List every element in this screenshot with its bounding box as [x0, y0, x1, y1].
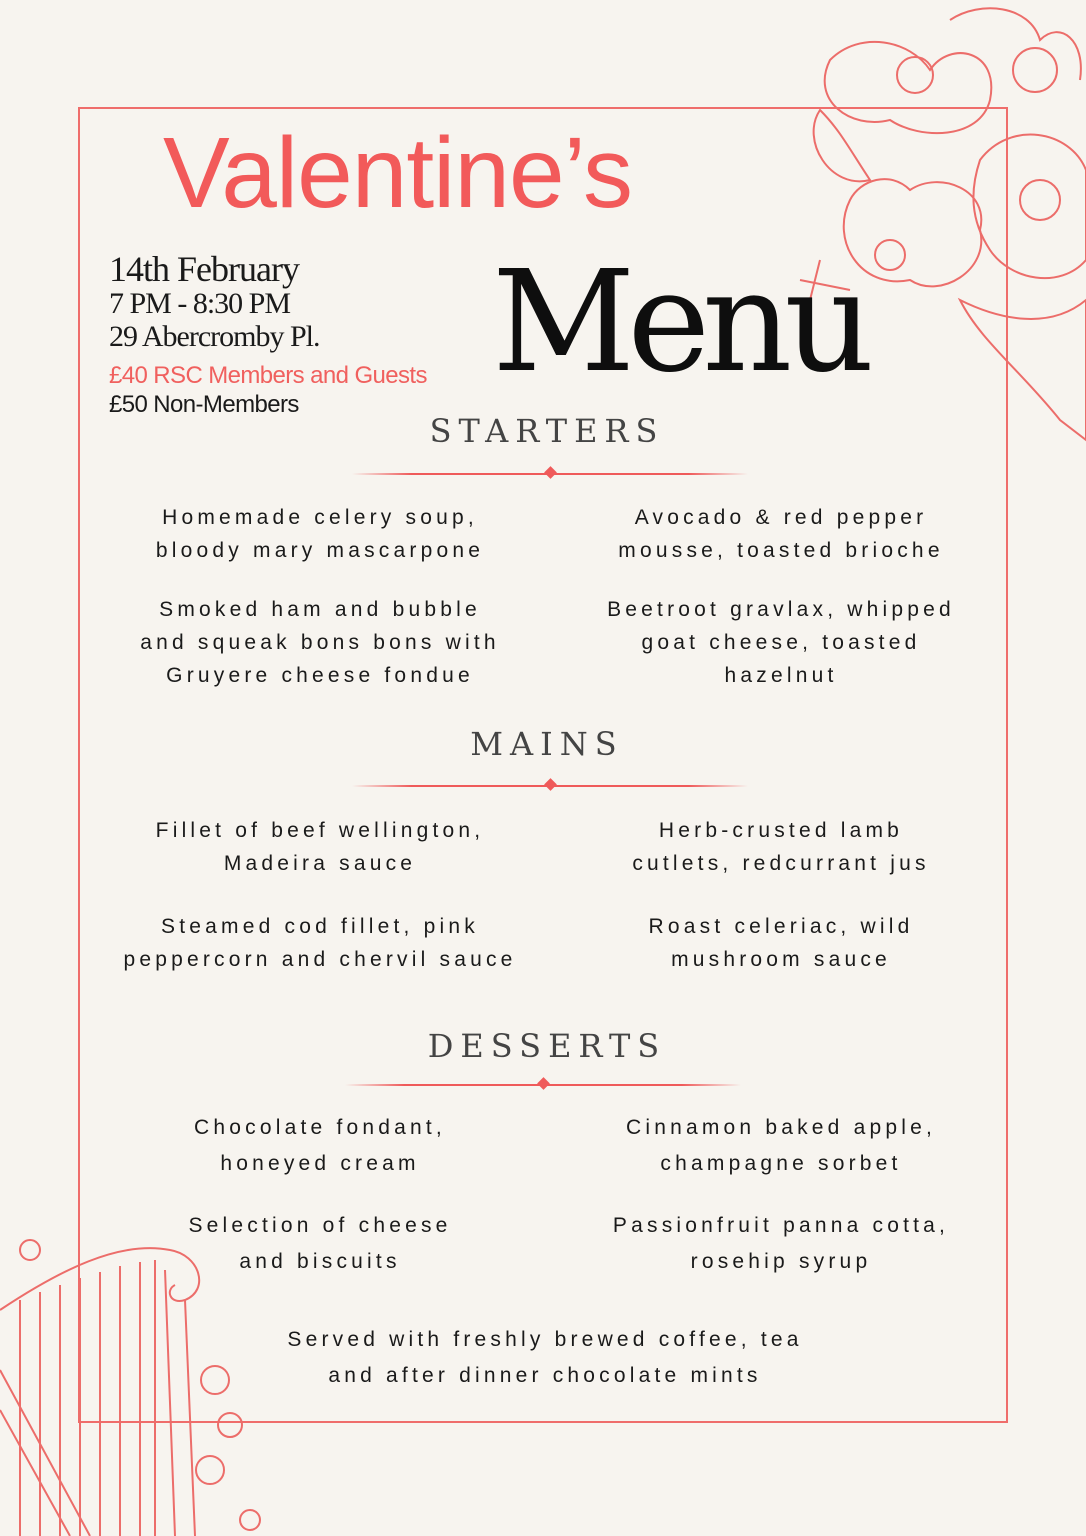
menu-item-line: Smoked ham and bubble: [159, 598, 481, 621]
menu-item-line: Roast celeriac, wild: [648, 915, 914, 938]
section-title-mains: MAINS: [470, 725, 624, 763]
diamond-icon: [537, 1077, 550, 1090]
menu-item: [90, 1208, 550, 1280]
menu-item-line: and biscuits: [239, 1250, 401, 1273]
menu-item: [90, 814, 550, 880]
menu-item-line: goat cheese, toasted: [641, 631, 921, 654]
menu-item-line: rosehip syrup: [690, 1250, 872, 1273]
price-non-members: £50 Non-Members: [109, 391, 299, 418]
footer-note: [240, 1322, 850, 1394]
menu-item-line: Steamed cod fillet, pink: [161, 915, 479, 938]
menu-item: [551, 1110, 1011, 1182]
diamond-icon: [544, 466, 557, 479]
section-title-starters: STARTERS: [429, 412, 665, 450]
menu-item-line: Chocolate fondant,: [194, 1116, 446, 1139]
menu-item: [551, 593, 1011, 692]
menu-item-line: champagne sorbet: [660, 1152, 902, 1175]
section-divider: [345, 1079, 741, 1091]
event-time: 7 PM - 8:30 PM: [109, 287, 291, 320]
menu-item-line: Gruyere cheese fondue: [166, 664, 474, 687]
menu-item-line: Avocado & red pepper: [634, 506, 928, 529]
menu-item: [551, 1208, 1011, 1280]
section-divider: [352, 468, 748, 480]
menu-item-line: Selection of cheese: [188, 1214, 452, 1237]
event-date: 14th February: [109, 249, 299, 289]
menu-item: [551, 814, 1011, 880]
menu-item-line: Herb-crusted lamb: [658, 819, 904, 842]
menu-item-line: Passionfruit panna cotta,: [612, 1214, 950, 1237]
menu-item-line: mushroom sauce: [671, 948, 891, 971]
menu-item-line: Beetroot gravlax, whipped: [607, 598, 955, 621]
menu-item: [90, 1110, 550, 1182]
menu-item-line: honeyed cream: [220, 1152, 420, 1175]
menu-item-line: hazelnut: [724, 664, 838, 687]
menu-item-line: Fillet of beef wellington,: [155, 819, 485, 842]
menu-item: [90, 593, 550, 692]
menu-item-line: mousse, toasted brioche: [618, 539, 944, 562]
menu-item-line: peppercorn and chervil sauce: [123, 948, 517, 971]
footer-line: and after dinner chocolate mints: [328, 1364, 762, 1387]
menu-item-line: Cinnamon baked apple,: [625, 1116, 937, 1139]
menu-item-line: Madeira sauce: [223, 852, 417, 875]
title-valentines: Valentine’s: [163, 117, 632, 229]
menu-item: [90, 501, 550, 567]
menu-item-line: Homemade celery soup,: [162, 506, 478, 529]
menu-item: [90, 910, 550, 976]
price-members: £40 RSC Members and Guests: [109, 362, 427, 389]
event-address: 29 Abercromby Pl.: [109, 320, 320, 353]
menu-item: [551, 910, 1011, 976]
section-title-desserts: DESSERTS: [427, 1027, 667, 1065]
menu-item: [551, 501, 1011, 567]
section-divider: [352, 780, 748, 792]
footer-line: Served with freshly brewed coffee, tea: [287, 1328, 803, 1351]
diamond-icon: [544, 778, 557, 791]
title-menu: Menu: [492, 241, 867, 404]
menu-item-line: and squeak bons bons with: [140, 631, 500, 654]
menu-item-line: cutlets, redcurrant jus: [632, 852, 930, 875]
menu-item-line: bloody mary mascarpone: [155, 539, 485, 562]
